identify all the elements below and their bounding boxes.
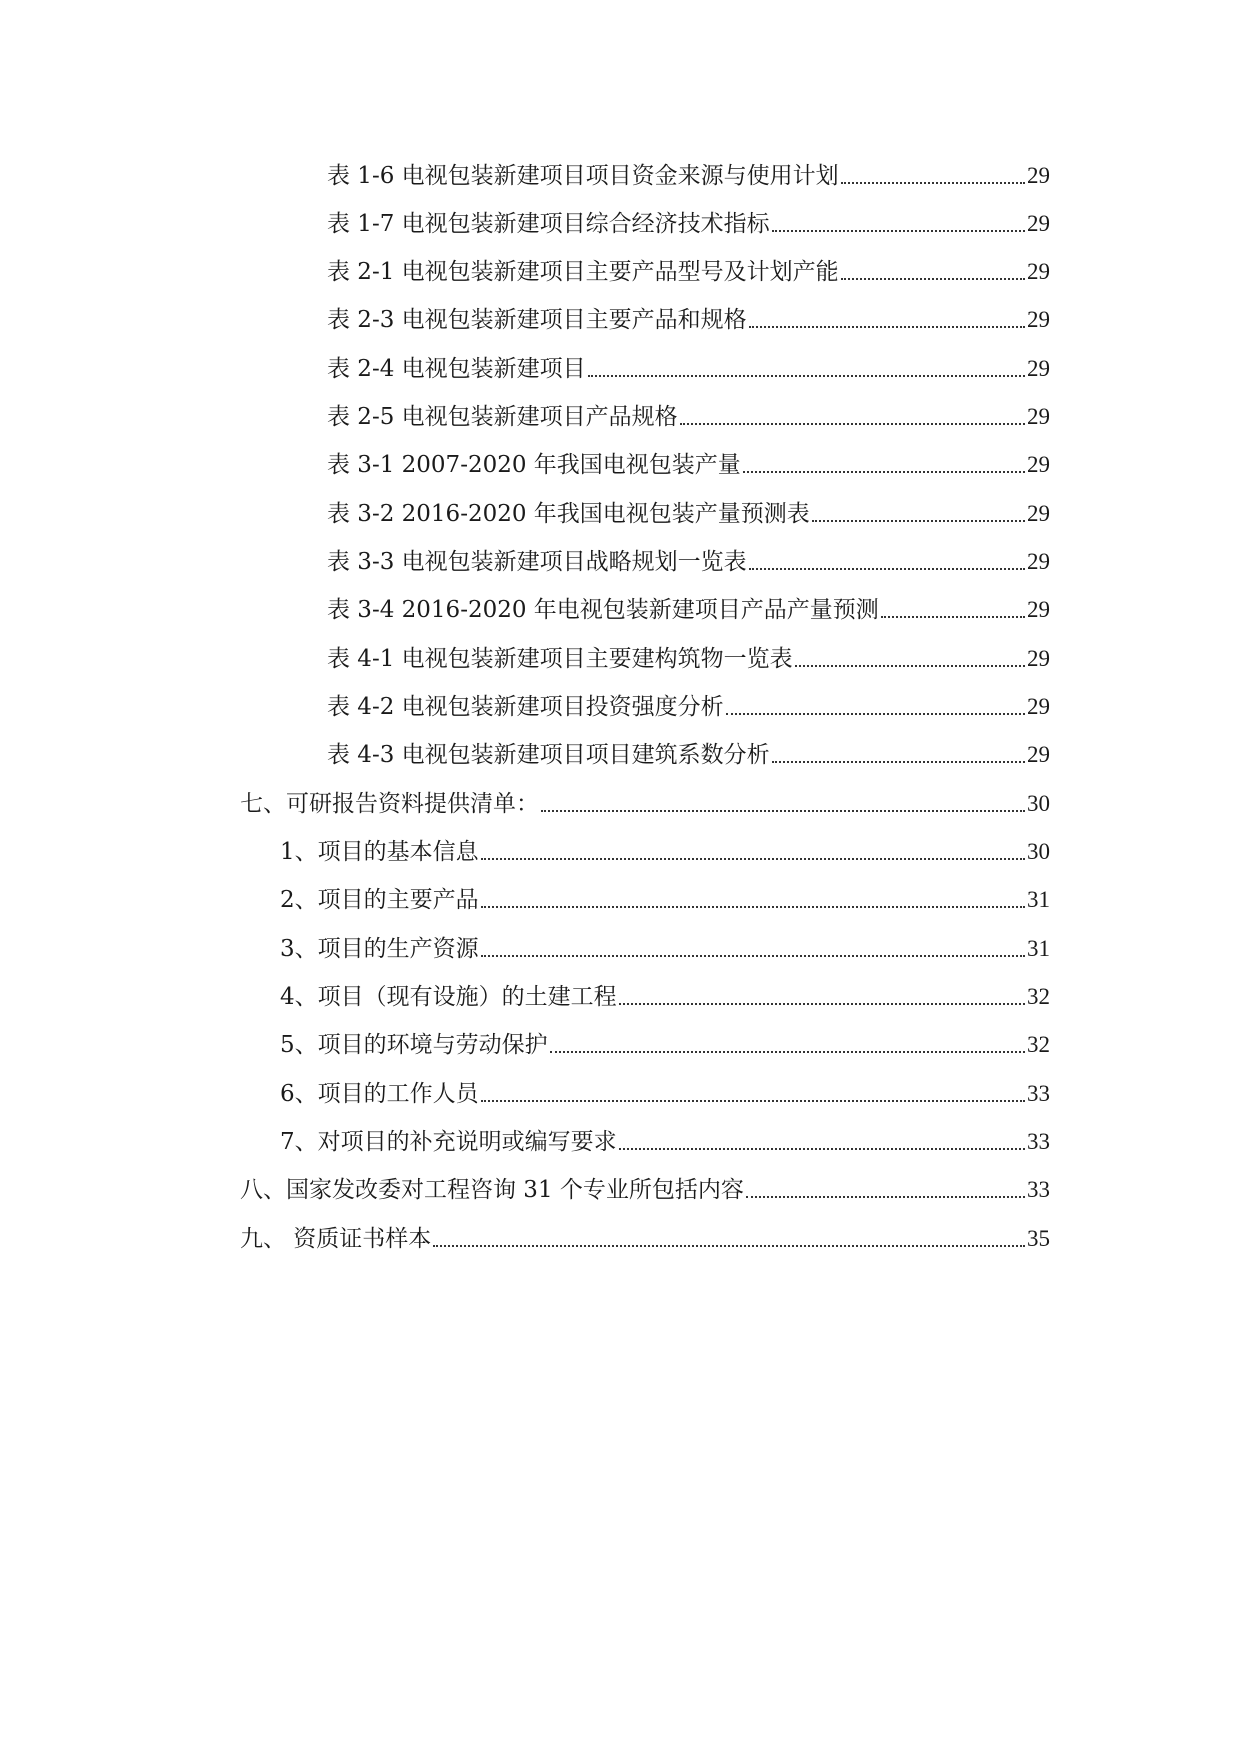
- toc-entry-table-2-1[interactable]: [327, 252, 1050, 286]
- toc-page-number: 29: [1027, 404, 1050, 429]
- toc-page-number: 29: [1027, 501, 1050, 526]
- toc-entry-label: 九、 资质证书样本: [240, 1226, 432, 1252]
- toc-entry-label: 七、可研报告资料提供清单：: [240, 791, 539, 817]
- toc-entry-7-6[interactable]: [280, 1074, 1050, 1108]
- toc-entry-7-2[interactable]: [280, 880, 1050, 914]
- toc-entry-label: 2、项目的主要产品: [280, 887, 479, 913]
- toc-entry-label: 表 3-4 2016-2020 年电视包装新建项目产品产量预测: [327, 597, 879, 623]
- toc-entry-section-8[interactable]: [240, 1170, 1050, 1204]
- dot-leader: [680, 423, 1025, 425]
- toc-page-number: 29: [1027, 259, 1050, 284]
- toc-page-number: 33: [1027, 1177, 1050, 1202]
- toc-page-number: 30: [1027, 839, 1050, 864]
- dot-leader: [772, 761, 1025, 763]
- toc-entry-label: 表 2-4 电视包装新建项目: [327, 356, 586, 382]
- dot-leader: [550, 1051, 1025, 1053]
- toc-entry-section-7[interactable]: [240, 784, 1050, 818]
- toc-page-number: 29: [1027, 163, 1050, 188]
- dot-leader: [481, 955, 1025, 957]
- toc-page-number: 29: [1027, 211, 1050, 236]
- dot-leader: [795, 665, 1025, 667]
- toc-page-number: 29: [1027, 597, 1050, 622]
- dot-leader: [619, 1003, 1025, 1005]
- toc-entry-table-3-2[interactable]: [327, 494, 1050, 528]
- dot-leader: [772, 230, 1025, 232]
- toc-entry-table-4-3[interactable]: [327, 735, 1050, 769]
- dot-leader: [588, 375, 1025, 377]
- dot-leader: [841, 278, 1025, 280]
- toc-entry-label: 5、项目的环境与劳动保护: [280, 1032, 548, 1058]
- toc-entry-label: 1、项目的基本信息: [280, 839, 479, 865]
- toc-entry-label: 表 1-6 电视包装新建项目项目资金来源与使用计划: [327, 163, 839, 189]
- toc-entry-7-4[interactable]: [280, 977, 1050, 1011]
- dot-leader: [481, 1100, 1025, 1102]
- toc-entry-table-3-3[interactable]: [327, 542, 1050, 576]
- dot-leader: [726, 713, 1025, 715]
- dot-leader: [749, 568, 1025, 570]
- toc-entry-label: 表 3-3 电视包装新建项目战略规划一览表: [327, 549, 747, 575]
- dot-leader: [481, 906, 1025, 908]
- toc-page-number: 29: [1027, 307, 1050, 332]
- toc-page-number: 31: [1027, 936, 1050, 961]
- dot-leader: [619, 1148, 1025, 1150]
- toc-entry-section-9[interactable]: [240, 1219, 1050, 1253]
- dot-leader: [481, 858, 1025, 860]
- dot-leader: [841, 182, 1025, 184]
- toc-entry-table-4-2[interactable]: [327, 687, 1050, 721]
- dot-leader: [541, 810, 1025, 812]
- toc-entry-label: 6、项目的工作人员: [280, 1081, 479, 1107]
- dot-leader: [433, 1245, 1025, 1247]
- toc-entry-label: 3、项目的生产资源: [280, 936, 479, 962]
- toc-page-number: 29: [1027, 694, 1050, 719]
- dot-leader: [746, 1196, 1025, 1198]
- toc-entry-7-1[interactable]: [280, 832, 1050, 866]
- toc-entry-label: 表 2-5 电视包装新建项目产品规格: [327, 404, 678, 430]
- toc-entry-label: 表 4-2 电视包装新建项目投资强度分析: [327, 694, 724, 720]
- toc-entry-7-5[interactable]: [280, 1025, 1050, 1059]
- toc-entry-table-1-6[interactable]: [327, 156, 1050, 190]
- toc-entry-table-2-5[interactable]: [327, 397, 1050, 431]
- toc-entry-label: 表 4-3 电视包装新建项目项目建筑系数分析: [327, 742, 770, 768]
- toc-entry-label: 八、国家发改委对工程咨询 31 个专业所包括内容: [240, 1177, 744, 1203]
- toc-page-number: 32: [1027, 1032, 1050, 1057]
- toc-page-number: 33: [1027, 1129, 1050, 1154]
- toc-entry-label: 表 3-1 2007-2020 年我国电视包装产量: [327, 452, 741, 478]
- toc-entry-table-1-7[interactable]: [327, 204, 1050, 238]
- toc-entry-table-4-1[interactable]: [327, 639, 1050, 673]
- dot-leader: [743, 471, 1025, 473]
- dot-leader: [812, 520, 1025, 522]
- toc-page-number: 33: [1027, 1081, 1050, 1106]
- toc-entry-table-3-4[interactable]: [327, 590, 1050, 624]
- toc-page-number: 31: [1027, 887, 1050, 912]
- toc-entry-label: 表 1-7 电视包装新建项目综合经济技术指标: [327, 211, 770, 237]
- toc-entry-table-3-1[interactable]: [327, 445, 1050, 479]
- toc-entry-label: 表 2-1 电视包装新建项目主要产品型号及计划产能: [327, 259, 839, 285]
- toc-entry-label: 表 2-3 电视包装新建项目主要产品和规格: [327, 307, 747, 333]
- dot-leader: [881, 616, 1025, 618]
- toc-entry-7-7[interactable]: [280, 1122, 1050, 1156]
- toc-page-number: 29: [1027, 646, 1050, 671]
- toc-entry-label: 7、对项目的补充说明或编写要求: [280, 1129, 617, 1155]
- toc-entry-label: 表 4-1 电视包装新建项目主要建构筑物一览表: [327, 646, 793, 672]
- toc-entry-label: 表 3-2 2016-2020 年我国电视包装产量预测表: [327, 501, 810, 527]
- toc-page-number: 29: [1027, 742, 1050, 767]
- toc-page-number: 29: [1027, 452, 1050, 477]
- toc-entry-table-2-4[interactable]: [327, 349, 1050, 383]
- dot-leader: [749, 326, 1025, 328]
- toc-entry-label: 4、项目（现有设施）的土建工程: [280, 984, 617, 1010]
- toc-entry-table-2-3[interactable]: [327, 300, 1050, 334]
- toc-page-number: 35: [1027, 1226, 1050, 1251]
- toc-entry-7-3[interactable]: [280, 929, 1050, 963]
- toc-page-number: 29: [1027, 549, 1050, 574]
- toc-page-number: 30: [1027, 791, 1050, 816]
- toc-page-number: 29: [1027, 356, 1050, 381]
- toc-page-number: 32: [1027, 984, 1050, 1009]
